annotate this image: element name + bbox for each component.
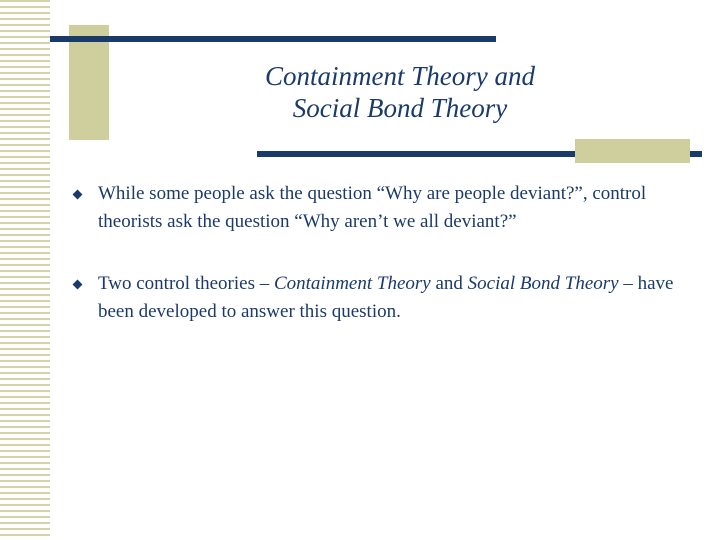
bullet-italic-term: Social Bond Theory — [467, 273, 619, 294]
bullet-text-part: and — [430, 273, 468, 294]
top-accent-line — [50, 36, 496, 42]
bullet-item — [72, 180, 692, 236]
bullet-text: While some people ask the question “Why are people deviant?”, control theorists ask the question “Why aren’t we all deviant?” — [98, 183, 647, 232]
title-line-1: Containment Theory and — [265, 61, 535, 91]
slide-title — [200, 60, 600, 124]
bullet-list — [72, 180, 692, 360]
diamond-bullet-icon — [73, 280, 83, 290]
title-line-2: Social Bond Theory — [292, 93, 508, 123]
bullet-text-part: – have been developed to answer this question. — [98, 273, 674, 322]
top-accent-block — [69, 25, 109, 140]
right-accent-block — [575, 139, 690, 163]
bullet-italic-term: Containment Theory — [273, 273, 431, 294]
diamond-bullet-icon — [73, 190, 83, 200]
bullet-text-part: Two control theories – — [98, 273, 274, 294]
left-stripe-decoration — [0, 0, 50, 540]
bullet-item — [72, 270, 692, 326]
